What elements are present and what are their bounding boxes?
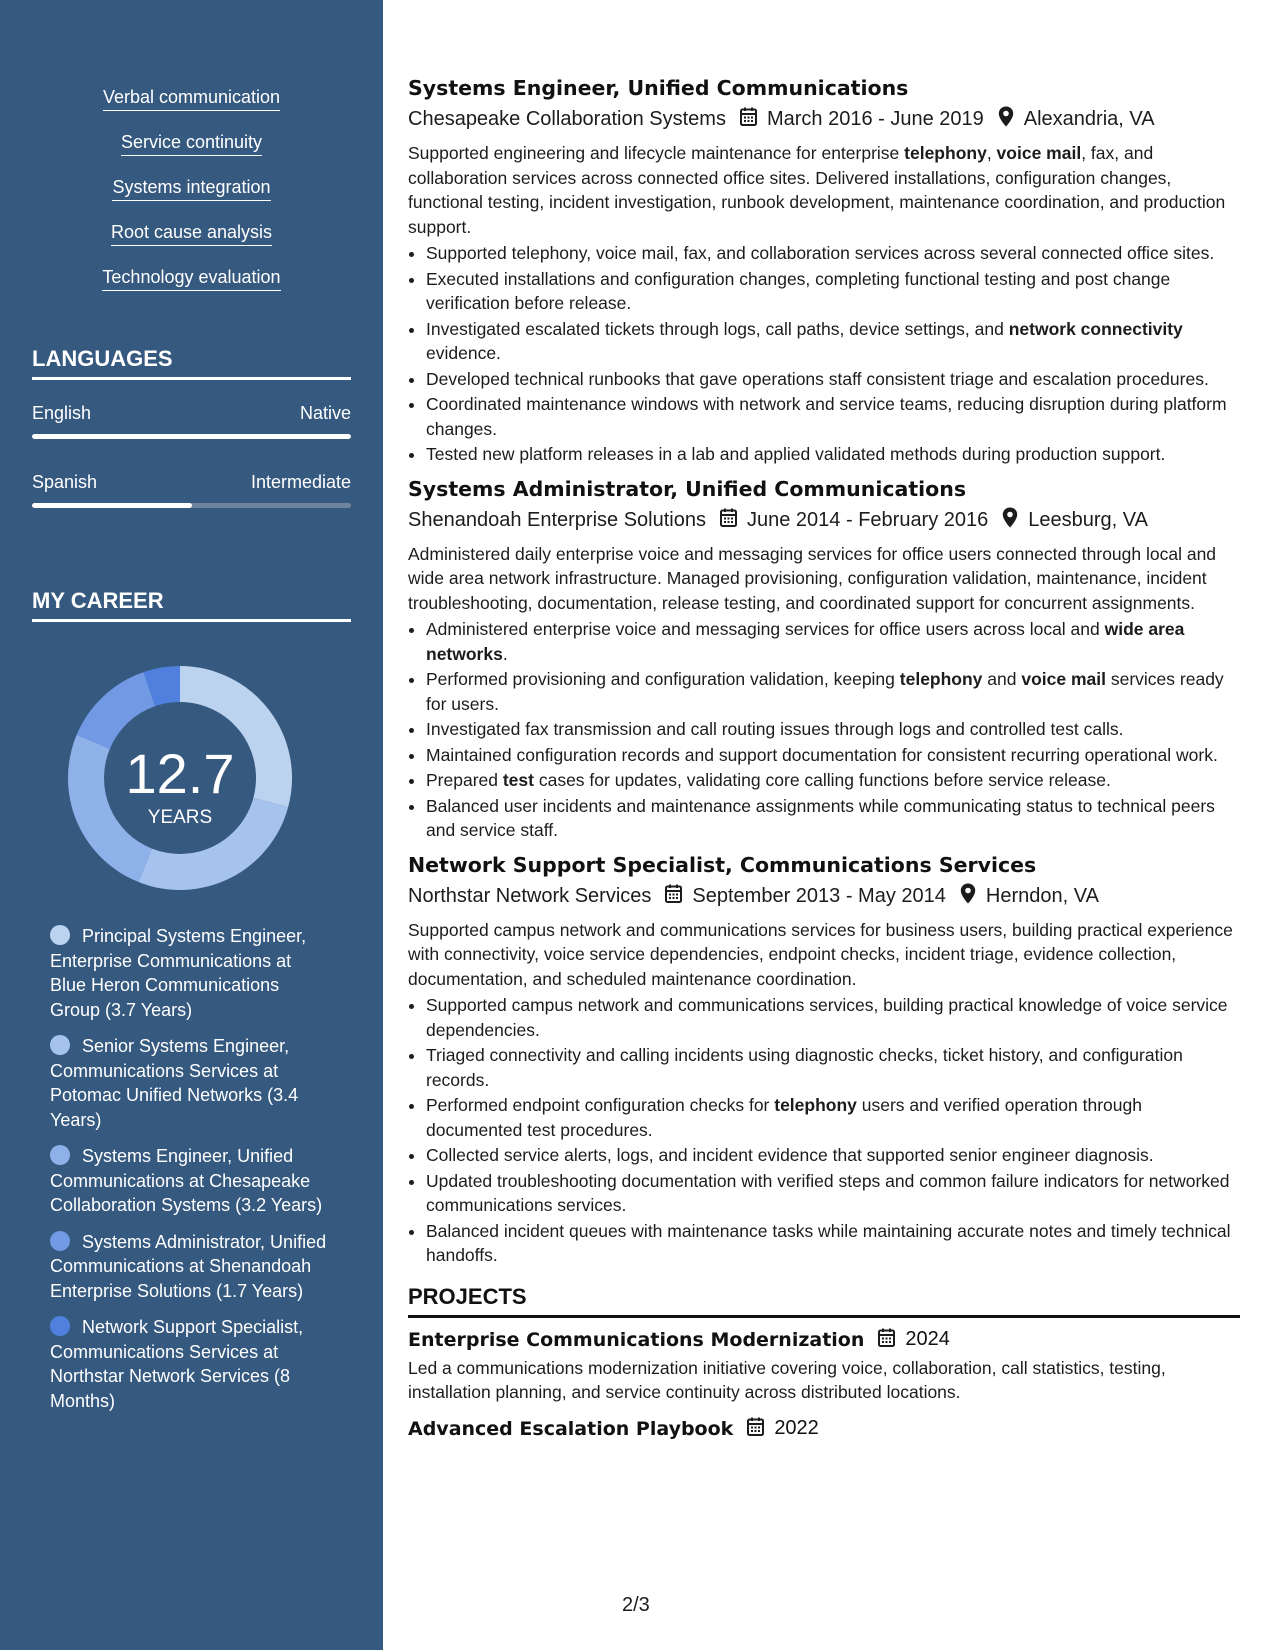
job-company: Northstar Network Services — [408, 884, 652, 907]
career-item — [50, 924, 330, 1022]
skills-list — [0, 86, 383, 311]
job-location: Herndon, VA — [985, 884, 1099, 907]
language-row-english — [32, 403, 351, 424]
job-location: Leesburg, VA — [1028, 508, 1148, 531]
job-bullet: • Balanced incident queues with maintenance tasks while maintaining accurate notes and timely technical handoffs. — [426, 1219, 1240, 1268]
job-meta — [408, 507, 1240, 534]
job-description: Administered daily enterprise voice and messaging services for office users connected through local and wide area network infrastructure. Managed provisioning, configuration validation, maintenance, incident troubleshooting, documentation, release testing, and coordinated support for concurrent assignments. — [408, 543, 1217, 613]
calendar-icon — [665, 884, 682, 909]
career-item-label: Senior Systems Engineer, Communications Services at Potomac Unified Networks (3.4 Years) — [50, 1036, 299, 1130]
job-title: Network Support Specialist, Communications Services — [408, 852, 1037, 877]
job-bullet: • Supported campus network and communications services, building practical knowledge of voice service dependencies. — [426, 993, 1240, 1042]
job-bullet: • Investigated escalated tickets through logs, call paths, device settings, and network connectivity evidence. — [426, 317, 1240, 366]
job-dates: June 2014 - February 2016 — [747, 508, 989, 531]
job-bullet: • Tested new platform releases in a lab and applied validated methods during production support. — [426, 442, 1240, 467]
project-year: 2022 — [774, 1417, 819, 1439]
job-location: Alexandria, VA — [1023, 108, 1155, 130]
career-item — [50, 1315, 330, 1413]
language-bar-english — [32, 434, 351, 439]
job-bullet: • Collected service alerts, logs, and incident evidence that supported senior engineer diagnosis. — [426, 1143, 1240, 1168]
skill-item: Systems integration — [112, 176, 270, 201]
career-donut-chart — [62, 660, 298, 896]
job-entry — [408, 477, 1240, 843]
career-item-label: Network Support Specialist, Communications Services at Northstar Network Services (8 Months) — [50, 1317, 304, 1411]
job-bullets — [408, 241, 1240, 467]
main-content — [408, 76, 1240, 1441]
legend-dot — [50, 1316, 70, 1336]
language-name: Spanish — [32, 472, 98, 492]
job-description: Supported engineering and lifecycle maintenance for enterprise telephony, voice mail, fax, and collaboration services across connected office sites. Delivered installations, configuration changes, functional testing, incident investigation, runbook development, maintenance coordination, and production support. — [408, 143, 1226, 237]
job-dates: March 2016 - June 2019 — [766, 108, 984, 130]
donut-segment — [77, 672, 156, 749]
legend-dot — [50, 1231, 70, 1251]
job-bullets — [408, 993, 1240, 1268]
skill-item: Service continuity — [121, 131, 262, 156]
job-company: Chesapeake Collaboration Systems — [408, 108, 726, 130]
career-item-label: Systems Engineer, Unified Communications at Chesapeake Collaboration Systems (3.2 Years) — [50, 1146, 323, 1215]
career-list — [50, 924, 330, 1425]
job-bullet: • Investigated fax transmission and call routing issues through logs and controlled test calls. — [426, 717, 1240, 742]
job-bullet: • Developed technical runbooks that gave operations staff consistent triage and escalation procedures. — [426, 367, 1240, 392]
job-bullet: • Administered enterprise voice and messaging services for office users across local and wide area networks. — [426, 617, 1240, 666]
job-company: Shenandoah Enterprise Solutions — [408, 508, 706, 531]
language-bar-fill — [32, 503, 192, 508]
job-bullet: • Balanced user incidents and maintenance assignments while communicating status to technical peers and service staff. — [426, 794, 1240, 843]
map-pin-icon — [960, 883, 976, 910]
calendar-icon — [720, 508, 737, 533]
career-item — [50, 1230, 330, 1304]
project-title-row — [408, 1417, 1240, 1441]
skill-item: Root cause analysis — [111, 221, 272, 246]
career-heading: MY CAREER — [32, 588, 351, 622]
job-bullet: • Performed provisioning and configuration validation, keeping telephony and voice mail services ready for users. — [426, 667, 1240, 716]
career-item — [50, 1144, 330, 1218]
job-title: Systems Administrator, Unified Communications — [408, 476, 967, 501]
career-total: 12.7 — [125, 742, 235, 805]
job-bullet: • Triaged connectivity and calling incidents using diagnostic checks, ticket history, and configuration records. — [426, 1043, 1240, 1092]
calendar-icon — [878, 1328, 895, 1352]
job-meta — [408, 883, 1240, 910]
languages-heading: LANGUAGES — [32, 346, 351, 380]
job-entry — [408, 76, 1240, 467]
language-bar-spanish — [32, 503, 351, 508]
projects-heading: PROJECTS — [408, 1284, 1240, 1318]
job-bullet: • Executed installations and configuration changes, completing functional testing and post change verification before release. — [426, 267, 1240, 316]
job-dates: September 2013 - May 2014 — [692, 884, 946, 907]
job-title: Systems Engineer, Unified Communications — [408, 76, 909, 100]
language-name: English — [32, 403, 92, 423]
career-item-label: Systems Administrator, Unified Communications at Shenandoah Enterprise Solutions (1.7 Years) — [50, 1231, 327, 1301]
job-bullet: • Coordinated maintenance windows with network and service teams, reducing disruption during platform changes. — [426, 392, 1240, 441]
job-bullet: • Updated troubleshooting documentation with verified steps and common failure indicators for networked communications services. — [426, 1169, 1240, 1218]
job-bullet: • Performed endpoint configuration checks for telephony users and verified operation through documented test procedures. — [426, 1093, 1240, 1142]
language-bar-fill — [32, 434, 351, 439]
career-item — [50, 1034, 330, 1132]
job-bullet: • Maintained configuration records and support documentation for consistent recurring operational work. — [426, 743, 1240, 768]
map-pin-icon — [1002, 507, 1018, 534]
language-level: Native — [299, 403, 351, 423]
calendar-icon — [740, 107, 757, 132]
skill-item: Technology evaluation — [102, 266, 280, 291]
career-unit: YEARS — [147, 807, 213, 828]
language-level: Intermediate — [250, 472, 351, 492]
job-bullets — [408, 617, 1240, 843]
legend-dot — [50, 925, 70, 945]
skill-item: Verbal communication — [103, 86, 280, 111]
job-meta — [408, 106, 1240, 133]
project-year: 2024 — [905, 1328, 950, 1350]
project-description: Led a communications modernization initiative covering voice, collaboration, call statistics, testing, installation planning, and service continuity across distributed locations. — [408, 1357, 1166, 1402]
project-title-row — [408, 1328, 1240, 1352]
language-row-spanish — [32, 472, 351, 493]
job-bullet: • Prepared test cases for updates, validating core calling functions before service release. — [426, 768, 1240, 793]
sidebar — [0, 0, 383, 1650]
career-item-label: Principal Systems Engineer, Enterprise Communications at Blue Heron Communications Group (3.7 Years) — [50, 926, 307, 1020]
project-title: Advanced Escalation Playbook — [408, 1417, 734, 1440]
project-title: Enterprise Communications Modernization — [408, 1328, 865, 1351]
job-entry — [408, 853, 1240, 1268]
legend-dot — [50, 1145, 70, 1165]
map-pin-icon — [998, 106, 1014, 133]
calendar-icon — [747, 1417, 764, 1441]
job-bullet: • Supported telephony, voice mail, fax, and collaboration services across several connected office sites. — [426, 241, 1240, 266]
legend-dot — [50, 1035, 70, 1055]
page-number: 2/3 — [622, 1594, 650, 1616]
job-description: Supported campus network and communications services for business users, building practical experience with connectivity, voice service dependencies, endpoint checks, incident triage, evidence collection, documentation, and scheduled maintenance coordination. — [408, 919, 1233, 989]
